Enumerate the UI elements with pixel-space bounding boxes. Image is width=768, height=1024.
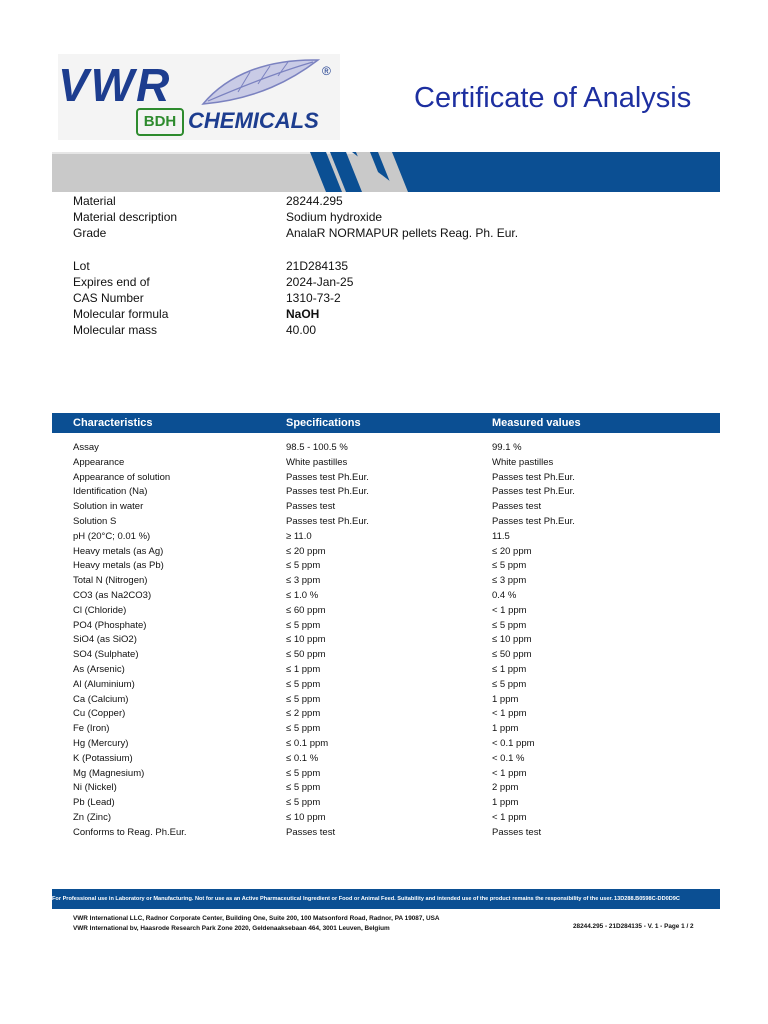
info-value: 1310-73-2 <box>286 291 341 305</box>
measured-value-cell: ≤ 5 ppm <box>492 619 527 631</box>
info-label: Material description <box>73 210 178 224</box>
table-row <box>73 827 713 841</box>
table-row <box>73 620 713 634</box>
characteristic-cell: Al (Aluminium) <box>73 678 135 690</box>
table-row <box>73 649 713 663</box>
info-value: 21D284135 <box>286 259 349 273</box>
measured-value-cell: Passes test Ph.Eur. <box>492 486 575 498</box>
characteristic-cell: Hg (Mercury) <box>73 738 129 749</box>
info-label: Molecular mass <box>73 323 158 337</box>
characteristic-cell: Conforms to Reag. Ph.Eur. <box>73 826 187 838</box>
characteristic-cell: Appearance of solution <box>73 471 171 483</box>
specification-cell: Passes test Ph.Eur. <box>286 486 369 498</box>
specification-cell: ≤ 5 ppm <box>286 767 321 779</box>
specification-cell: ≤ 5 ppm <box>286 782 321 794</box>
disclaimer-text: For Professional use in Laboratory or Manufacturing. Not for use as an Active Pharmaceutical Ingredient or Food or Animal Feed. Suitability and intended use of the product remains the responsibility of the user. <box>52 896 613 902</box>
info-label: Material <box>73 194 116 208</box>
results-table-header <box>52 413 720 433</box>
table-row <box>73 679 713 693</box>
specification-cell: Passes test <box>286 501 336 513</box>
characteristic-cell: Heavy metals (as Ag) <box>73 545 164 557</box>
measured-value-cell: < 0.1 % <box>492 752 525 764</box>
table-row <box>73 797 713 811</box>
characteristic-cell: Cu (Copper) <box>73 708 126 720</box>
measured-value-cell: < 1 ppm <box>492 604 527 616</box>
specification-cell: ≤ 3 ppm <box>286 575 321 587</box>
specification-cell: ≤ 10 ppm <box>286 634 326 646</box>
measured-value-cell: Passes test <box>492 826 542 838</box>
specification-cell: 98.5 - 100.5 % <box>286 442 348 453</box>
info-value: 40.00 <box>286 323 317 337</box>
table-row <box>73 723 713 737</box>
column-header-measured: Measured values <box>492 417 581 429</box>
info-label: Grade <box>73 226 107 240</box>
characteristic-cell: Ni (Nickel) <box>73 782 117 794</box>
table-row <box>73 590 713 604</box>
characteristic-cell: Mg (Magnesium) <box>73 767 145 779</box>
measured-value-cell: < 1 ppm <box>492 708 527 720</box>
characteristic-cell: Solution in water <box>73 501 144 513</box>
leaf-icon <box>198 54 328 108</box>
table-row <box>73 605 713 619</box>
info-label: CAS Number <box>73 291 144 305</box>
table-row <box>73 531 713 545</box>
specification-cell: Passes test <box>286 826 336 838</box>
table-row <box>73 575 713 589</box>
address-line: VWR International bv, Haasrode Research Park Zone 2020, Geldenaaksebaan 464, 3001 Leuven, Belgium <box>73 925 390 932</box>
measured-value-cell: 1 ppm <box>492 797 519 809</box>
address-line: VWR International LLC, Radnor Corporate Center, Building One, Suite 200, 100 Matsonford Road, Radnor, PA 19087, USA <box>73 915 440 922</box>
characteristic-cell: Pb (Lead) <box>73 797 115 809</box>
table-row <box>73 812 713 826</box>
table-row <box>73 634 713 648</box>
specification-cell: Passes test Ph.Eur. <box>286 471 369 483</box>
specification-cell: ≤ 20 ppm <box>286 545 326 557</box>
measured-value-cell: Passes test Ph.Eur. <box>492 471 575 483</box>
characteristic-cell: Cl (Chloride) <box>73 604 127 616</box>
table-row <box>73 738 713 752</box>
info-value: AnalaR NORMAPUR pellets Reag. Ph. Eur. <box>286 226 519 240</box>
measured-value-cell: ≤ 10 ppm <box>492 634 532 646</box>
table-row <box>73 768 713 782</box>
measured-value-cell: ≤ 3 ppm <box>492 575 527 587</box>
characteristic-cell: SiO4 (as SiO2) <box>73 634 137 646</box>
company-addresses <box>73 915 439 935</box>
table-row <box>73 501 713 515</box>
header-banner <box>52 152 720 192</box>
characteristic-cell: pH (20°C; 0.01 %) <box>73 530 151 542</box>
measured-value-cell: < 1 ppm <box>492 767 527 779</box>
table-row <box>73 472 713 486</box>
specification-cell: ≤ 5 ppm <box>286 678 321 690</box>
table-row <box>73 708 713 722</box>
specification-cell: White pastilles <box>286 456 348 468</box>
characteristic-cell: Zn (Zinc) <box>73 812 111 823</box>
characteristic-cell: As (Arsenic) <box>73 664 125 675</box>
characteristic-cell: Identification (Na) <box>73 486 148 498</box>
document-code: 13D288.B0598C-DD0D9C <box>614 896 680 902</box>
characteristic-cell: Solution S <box>73 516 117 527</box>
measured-value-cell: White pastilles <box>492 456 554 468</box>
specification-cell: ≤ 1.0 % <box>286 590 319 601</box>
table-row <box>73 486 713 500</box>
measured-value-cell: ≤ 20 ppm <box>492 545 532 557</box>
measured-value-cell: < 0.1 ppm <box>492 738 535 749</box>
specification-cell: ≤ 5 ppm <box>286 560 321 572</box>
specification-cell: ≥ 11.0 <box>286 530 312 542</box>
measured-value-cell: Passes test <box>492 501 542 513</box>
table-row <box>73 694 713 708</box>
info-label: Molecular formula <box>73 307 169 321</box>
page-info: 28244.295 - 21D284135 - V. 1 - Page 1 / 2 <box>573 923 694 930</box>
characteristic-cell: CO3 (as Na2CO3) <box>73 590 152 601</box>
specification-cell: ≤ 1 ppm <box>286 664 321 675</box>
table-row <box>73 516 713 530</box>
logo-subbrand-text: CHEMICALS <box>188 108 319 133</box>
specification-cell: ≤ 5 ppm <box>286 797 321 809</box>
characteristic-cell: Total N (Nitrogen) <box>73 575 148 587</box>
measured-value-cell: < 1 ppm <box>492 812 527 823</box>
specification-cell: ≤ 5 ppm <box>286 619 321 631</box>
measured-value-cell: ≤ 5 ppm <box>492 560 527 572</box>
characteristic-cell: Ca (Calcium) <box>73 693 129 705</box>
info-value: NaOH <box>286 307 320 321</box>
characteristic-cell: Appearance <box>73 456 125 468</box>
specification-cell: ≤ 50 ppm <box>286 649 326 661</box>
measured-value-cell: 1 ppm <box>492 693 519 705</box>
measured-value-cell: ≤ 1 ppm <box>492 664 527 675</box>
table-row <box>73 442 713 456</box>
column-header-characteristics: Characteristics <box>73 417 153 429</box>
document-title: Certificate of Analysis <box>414 82 692 114</box>
info-value: 28244.295 <box>286 194 343 208</box>
table-row <box>73 546 713 560</box>
footer-bar <box>52 889 720 909</box>
characteristic-cell: PO4 (Phosphate) <box>73 619 147 631</box>
registered-mark: ® <box>322 64 331 78</box>
logo-brand-text: VWR <box>58 59 172 111</box>
bdh-badge: BDH <box>136 108 184 136</box>
measured-value-cell: 1 ppm <box>492 723 519 735</box>
specification-cell: ≤ 5 ppm <box>286 693 321 705</box>
characteristic-cell: Assay <box>73 442 99 453</box>
characteristic-cell: Fe (Iron) <box>73 723 110 735</box>
info-label: Expires end of <box>73 275 150 289</box>
column-header-specifications: Specifications <box>286 417 361 429</box>
measured-value-cell: 0.4 % <box>492 590 517 601</box>
table-row <box>73 782 713 796</box>
measured-value-cell: 99.1 % <box>492 442 522 453</box>
table-row <box>73 560 713 574</box>
characteristic-cell: Heavy metals (as Pb) <box>73 560 164 572</box>
vwr-bdh-logo <box>58 54 340 140</box>
specification-cell: ≤ 60 ppm <box>286 604 326 616</box>
specification-cell: ≤ 0.1 % <box>286 752 319 764</box>
measured-value-cell: ≤ 50 ppm <box>492 649 532 661</box>
characteristic-cell: SO4 (Sulphate) <box>73 649 139 661</box>
table-row <box>73 457 713 471</box>
characteristic-cell: K (Potassium) <box>73 752 133 764</box>
measured-value-cell: ≤ 5 ppm <box>492 678 527 690</box>
table-row <box>73 753 713 767</box>
table-row <box>73 664 713 678</box>
info-label: Lot <box>73 259 90 273</box>
specification-cell: ≤ 5 ppm <box>286 723 321 735</box>
specification-cell: ≤ 10 ppm <box>286 812 326 823</box>
specification-cell: ≤ 2 ppm <box>286 708 321 720</box>
info-value: 2024-Jan-25 <box>286 275 354 289</box>
info-value: Sodium hydroxide <box>286 210 383 224</box>
measured-value-cell: Passes test Ph.Eur. <box>492 516 575 527</box>
measured-value-cell: 11.5 <box>492 530 510 542</box>
specification-cell: Passes test Ph.Eur. <box>286 516 369 527</box>
specification-cell: ≤ 0.1 ppm <box>286 738 329 749</box>
measured-value-cell: 2 ppm <box>492 782 519 794</box>
